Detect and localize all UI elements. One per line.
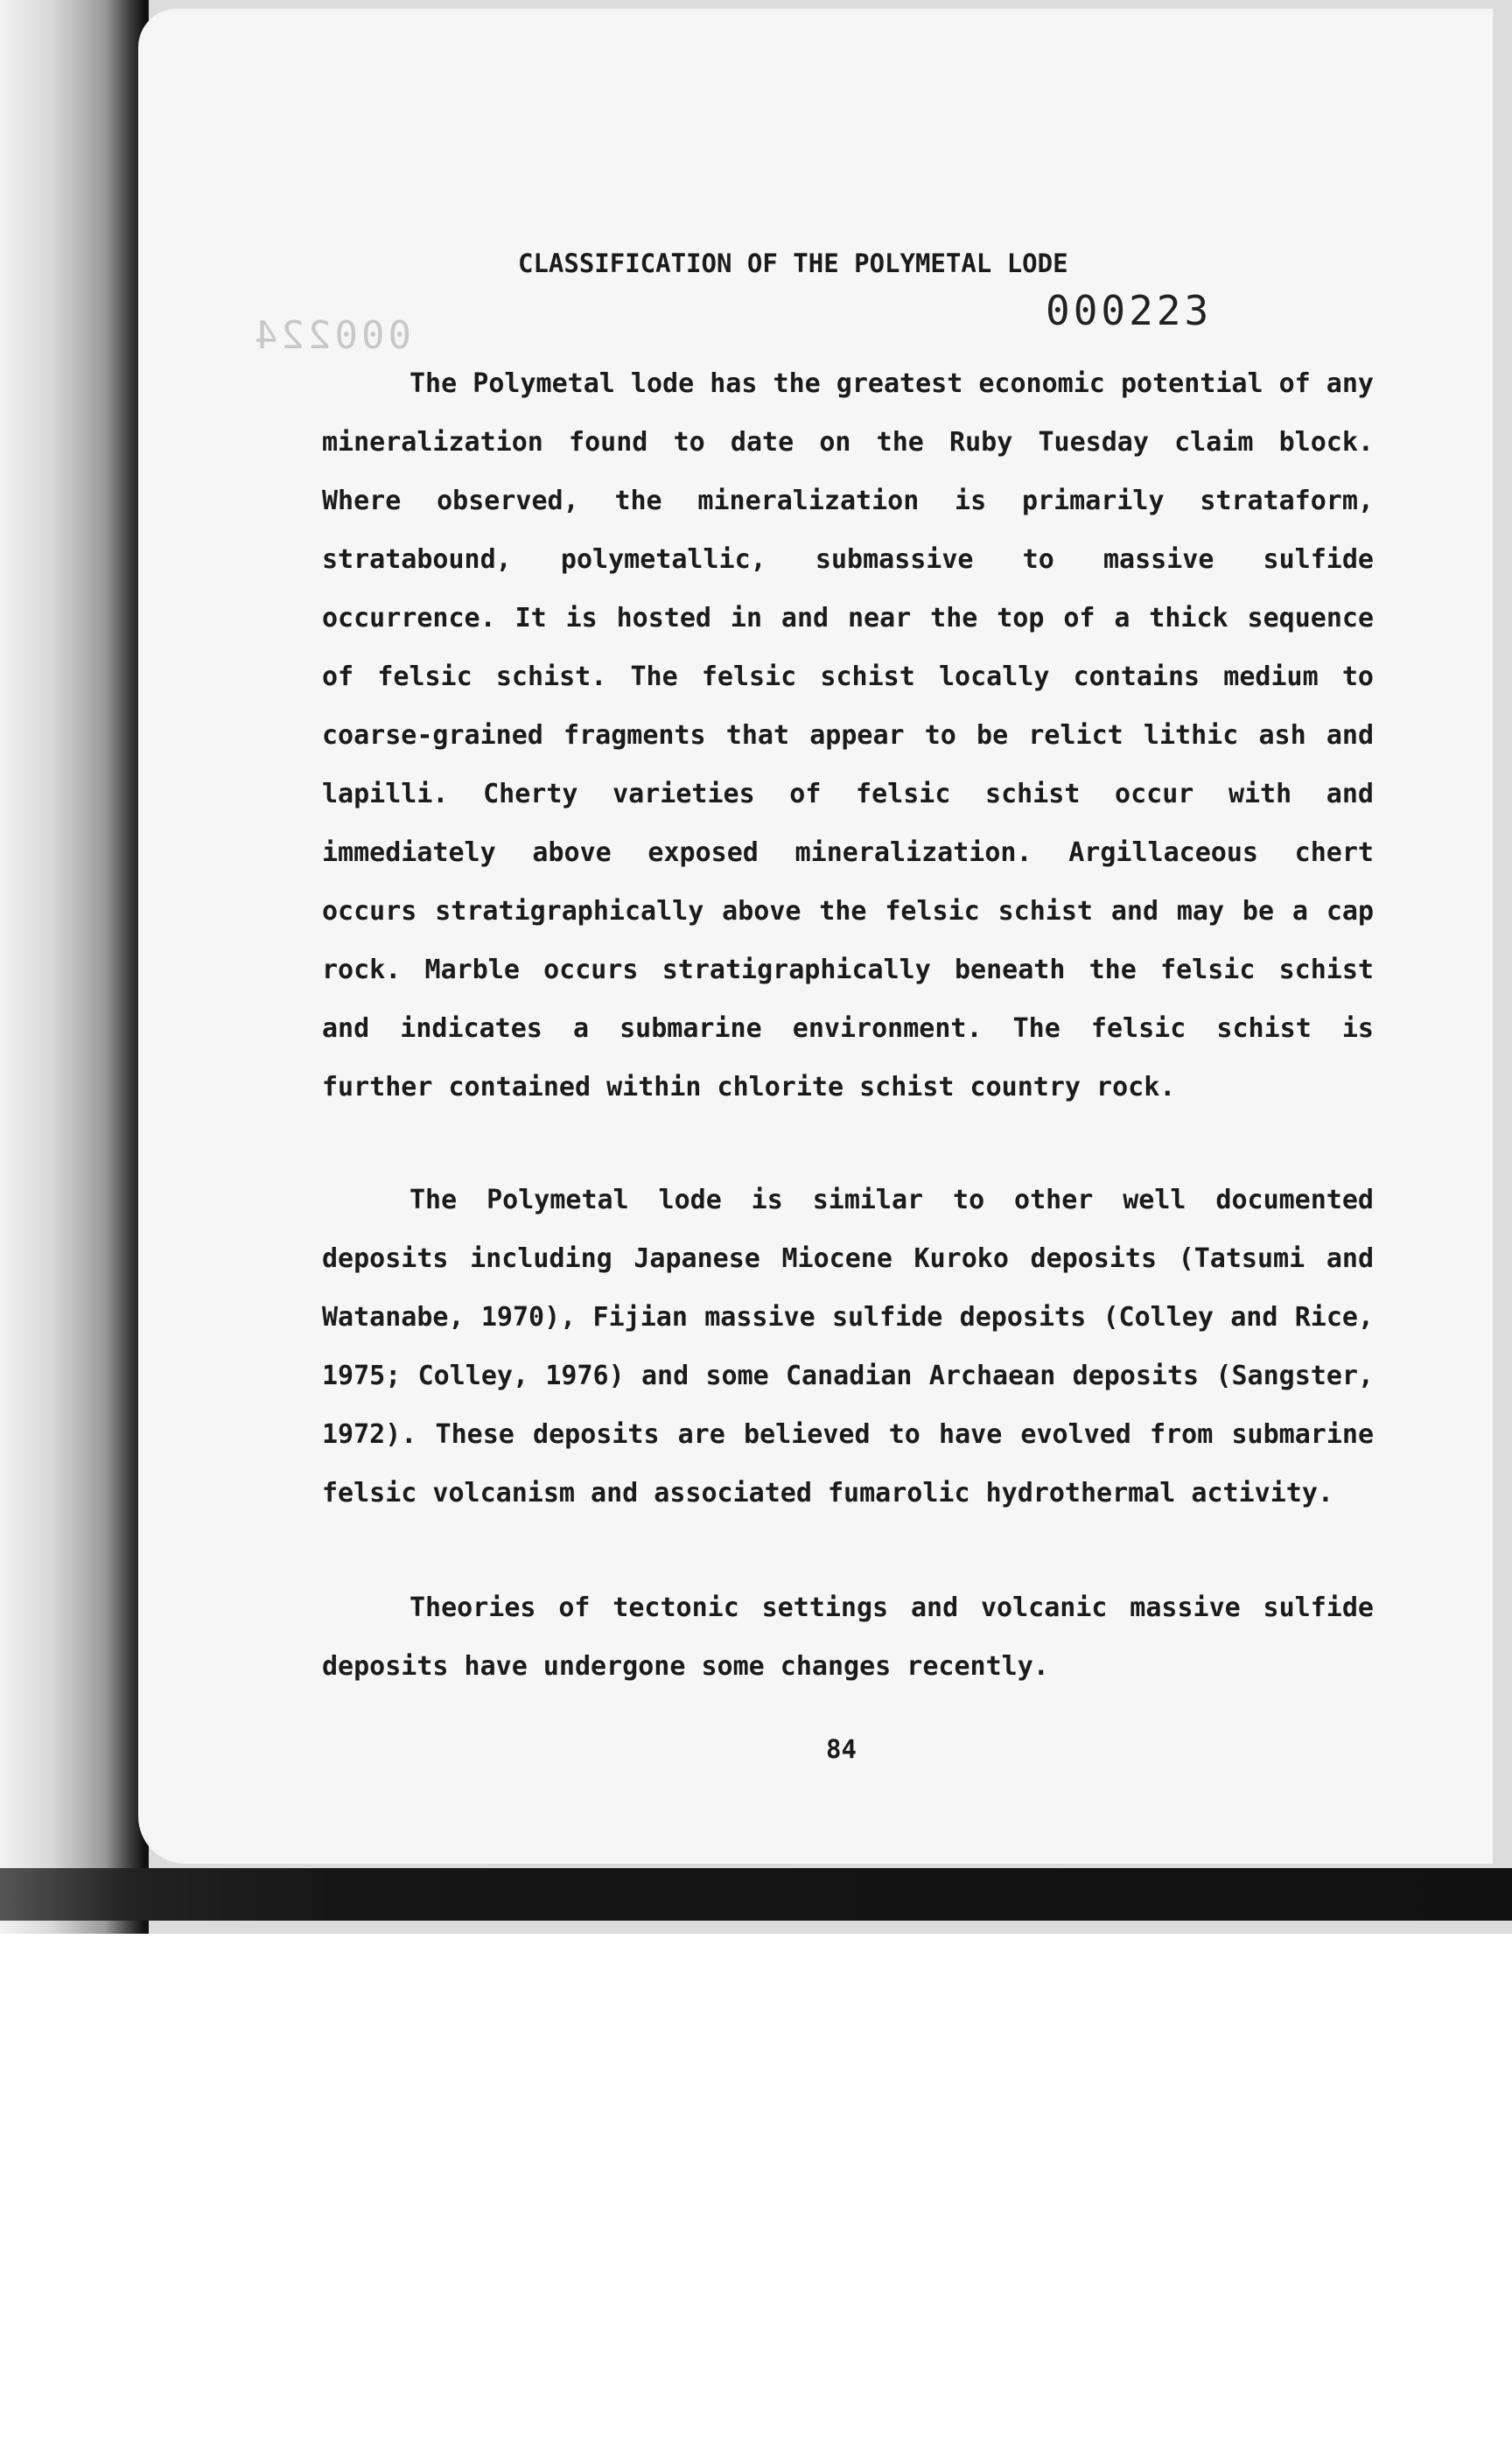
bottom-scan-edge bbox=[0, 1868, 1512, 1921]
ghost-stamp-number: 000224 bbox=[251, 313, 411, 358]
paragraph-1: The Polymetal lode has the greatest economic potential of any mineralization found to date on the Ruby Tuesday claim block. Where observed, the mineralization is primarily strataform, stratabound, polymetallic, submassive to massive sulfide occurrence. It is hosted in and near the top of a thick sequence of felsic schist. The felsic schist locally contains medium to coarse-grained fragments that appear to be relict lithic ash and lapilli. Cherty varieties of felsic schist occur with and immediately above exposed mineralization. Argillaceous chert occurs stratigraphically above the felsic schist and may be a cap rock. Marble occurs stratigraphically beneath the felsic schist and indicates a submarine environment. The felsic schist is further contained within chlorite schist country rock. bbox=[322, 368, 1374, 1102]
stamp-number: 000223 bbox=[1046, 287, 1213, 334]
page-title: CLASSIFICATION OF THE POLYMETAL LODE bbox=[518, 248, 1068, 278]
book-binding-shadow bbox=[0, 0, 149, 1934]
paragraph-3: Theories of tectonic settings and volcanic massive sulfide deposits have undergone some changes recently. bbox=[322, 1592, 1374, 1682]
paragraph-2: The Polymetal lode is similar to other well documented deposits including Japanese Miocene Kuroko deposits (Tatsumi and Watanabe, 1970), Fijian massive sulfide deposits (Colley and Rice, 1975; Colley, 1976) and some Canadian Archaean deposits (Sangster, 1972). These deposits are believed to have evolved from submarine felsic volcanism and associated fumarolic hydrothermal activity. bbox=[322, 1185, 1374, 1508]
page-number: 84 bbox=[826, 1734, 857, 1764]
